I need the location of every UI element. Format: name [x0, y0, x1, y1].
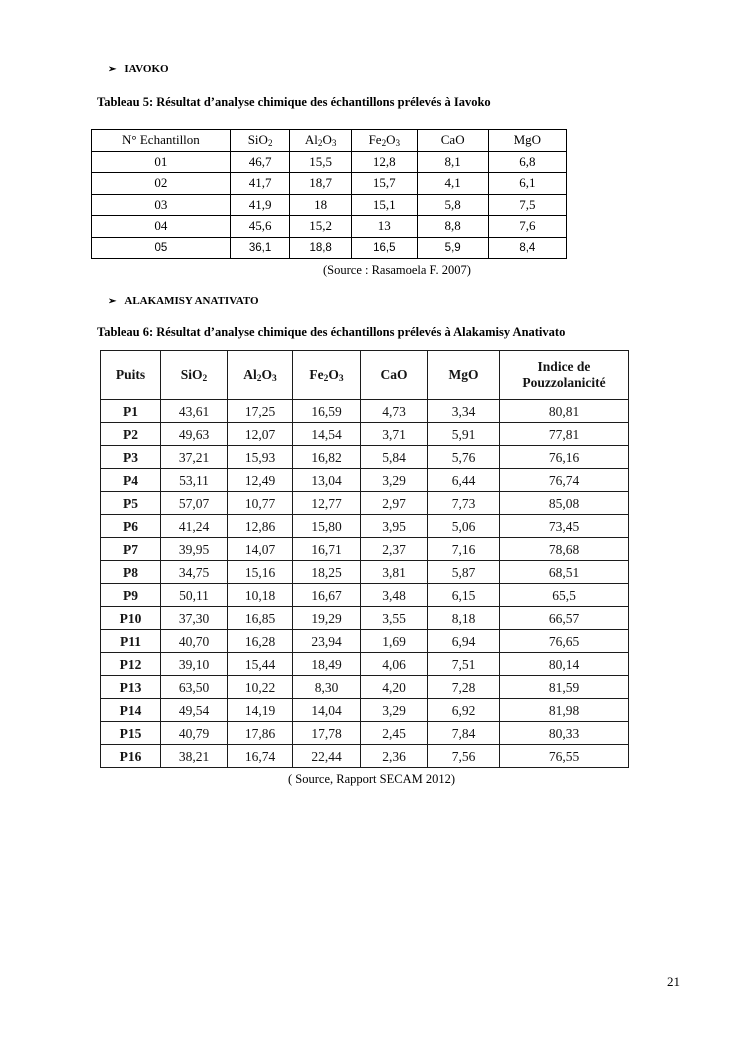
table5-header-row	[92, 130, 567, 152]
table-row	[101, 699, 629, 722]
table-cell: 6,44	[428, 469, 500, 492]
table-cell: 57,07	[161, 492, 228, 515]
table-cell: 41,7	[230, 173, 290, 195]
table-cell: 04	[92, 216, 231, 238]
table-cell: 7,84	[428, 722, 500, 745]
puits-cell: P2	[101, 423, 161, 446]
table-cell: 7,56	[428, 745, 500, 768]
table5-header-cell: $Fe_2O_3$	[351, 130, 417, 152]
table-cell: 4,06	[361, 653, 428, 676]
table-cell: 15,93	[228, 446, 293, 469]
table-cell: 3,81	[361, 561, 428, 584]
table-cell: 16,67	[293, 584, 361, 607]
table-cell: 10,77	[228, 492, 293, 515]
table-cell: 66,57	[500, 607, 629, 630]
table-cell: 23,94	[293, 630, 361, 653]
table-cell: 17,78	[293, 722, 361, 745]
table-cell: 14,04	[293, 699, 361, 722]
table-cell: 12,07	[228, 423, 293, 446]
table-cell: 17,86	[228, 722, 293, 745]
table-cell: 18,25	[293, 561, 361, 584]
puits-cell: P3	[101, 446, 161, 469]
section-heading-alakamisy	[108, 295, 259, 307]
table-cell: 16,85	[228, 607, 293, 630]
section-heading-text: ALAKAMISY ANATIVATO	[124, 295, 259, 307]
table6-header-cell: Indice de Pouzzolanicité	[500, 351, 629, 400]
table-cell: 15,80	[293, 515, 361, 538]
table-cell: 6,92	[428, 699, 500, 722]
table-row	[92, 237, 567, 259]
table5	[91, 129, 567, 259]
table6-header-cell: Puits	[101, 351, 161, 400]
table-cell: 45,6	[230, 216, 290, 238]
table-cell: 76,16	[500, 446, 629, 469]
table-cell: 02	[92, 173, 231, 195]
table-row	[101, 400, 629, 423]
table-cell: 15,1	[351, 194, 417, 216]
puits-cell: P13	[101, 676, 161, 699]
table-row	[101, 722, 629, 745]
table-cell: 8,18	[428, 607, 500, 630]
table-cell: 39,10	[161, 653, 228, 676]
table-cell: 5,91	[428, 423, 500, 446]
table-cell: 5,9	[417, 237, 488, 259]
page-number: 21	[667, 974, 680, 989]
table-cell: 43,61	[161, 400, 228, 423]
table-cell: 19,29	[293, 607, 361, 630]
table-cell: 8,1	[417, 151, 488, 173]
section-heading-iavoko	[108, 63, 169, 75]
table5-source: (Source : Rasamoela F. 2007)	[323, 263, 471, 277]
table-cell: 10,22	[228, 676, 293, 699]
table5-header-cell: CaO	[417, 130, 488, 152]
table-cell: 15,2	[290, 216, 352, 238]
puits-cell: P1	[101, 400, 161, 423]
table-cell: 1,69	[361, 630, 428, 653]
table-cell: 4,20	[361, 676, 428, 699]
table-cell: 17,25	[228, 400, 293, 423]
table5-header-cell: N° Echantillon	[92, 130, 231, 152]
table-cell: 53,11	[161, 469, 228, 492]
table-cell: 40,70	[161, 630, 228, 653]
table-cell: 18,8	[290, 237, 352, 259]
table-cell: 7,5	[488, 194, 566, 216]
table-row	[101, 469, 629, 492]
table-cell: 5,8	[417, 194, 488, 216]
table-cell: 12,8	[351, 151, 417, 173]
table-cell: 73,45	[500, 515, 629, 538]
table-cell: 46,7	[230, 151, 290, 173]
table-cell: 38,21	[161, 745, 228, 768]
table-cell: 01	[92, 151, 231, 173]
table-cell: 8,8	[417, 216, 488, 238]
table-row	[101, 561, 629, 584]
table-cell: 18	[290, 194, 352, 216]
table-cell: 14,19	[228, 699, 293, 722]
table-cell: 76,55	[500, 745, 629, 768]
table-row	[101, 423, 629, 446]
table-cell: 3,71	[361, 423, 428, 446]
table-cell: 7,28	[428, 676, 500, 699]
table-cell: 22,44	[293, 745, 361, 768]
table-cell: 13	[351, 216, 417, 238]
table-cell: 50,11	[161, 584, 228, 607]
table-row	[101, 607, 629, 630]
table-cell: 2,97	[361, 492, 428, 515]
table-cell: 16,71	[293, 538, 361, 561]
puits-cell: P12	[101, 653, 161, 676]
table6-header-cell: $Al_2O_3$	[228, 351, 293, 400]
table-cell: 3,95	[361, 515, 428, 538]
table-cell: 13,04	[293, 469, 361, 492]
table-cell: 3,29	[361, 699, 428, 722]
table-cell: 16,74	[228, 745, 293, 768]
puits-cell: P6	[101, 515, 161, 538]
table-cell: 80,14	[500, 653, 629, 676]
table-cell: 34,75	[161, 561, 228, 584]
table-cell: 65,5	[500, 584, 629, 607]
table-cell: 49,54	[161, 699, 228, 722]
table-cell: 7,73	[428, 492, 500, 515]
table-cell: 10,18	[228, 584, 293, 607]
table-cell: 6,94	[428, 630, 500, 653]
table-cell: 36,1	[230, 237, 290, 259]
puits-cell: P4	[101, 469, 161, 492]
table-cell: 12,86	[228, 515, 293, 538]
puits-cell: P14	[101, 699, 161, 722]
table-cell: 15,16	[228, 561, 293, 584]
table-cell: 49,63	[161, 423, 228, 446]
table-cell: 4,1	[417, 173, 488, 195]
table-cell: 15,5	[290, 151, 352, 173]
table-cell: 81,98	[500, 699, 629, 722]
puits-cell: P5	[101, 492, 161, 515]
table6-header-cell: CaO	[361, 351, 428, 400]
table-cell: 76,65	[500, 630, 629, 653]
puits-cell: P16	[101, 745, 161, 768]
table5-header-cell: MgO	[488, 130, 566, 152]
table-cell: 3,34	[428, 400, 500, 423]
table-cell: 5,76	[428, 446, 500, 469]
table-cell: 03	[92, 194, 231, 216]
puits-cell: P10	[101, 607, 161, 630]
table-cell: 4,73	[361, 400, 428, 423]
table-cell: 8,30	[293, 676, 361, 699]
bullet-arrow-icon: ➢	[108, 64, 117, 75]
table-cell: 3,55	[361, 607, 428, 630]
table-cell: 14,54	[293, 423, 361, 446]
table-row	[101, 745, 629, 768]
table-cell: 6,1	[488, 173, 566, 195]
bullet-arrow-icon: ➢	[108, 296, 117, 307]
table-cell: 5,06	[428, 515, 500, 538]
table-cell: 16,28	[228, 630, 293, 653]
table-cell: 2,45	[361, 722, 428, 745]
table-cell: 68,51	[500, 561, 629, 584]
table-cell: 5,84	[361, 446, 428, 469]
table-cell: 3,48	[361, 584, 428, 607]
puits-cell: P9	[101, 584, 161, 607]
table6-header-cell: MgO	[428, 351, 500, 400]
table-row	[101, 538, 629, 561]
table-cell: 81,59	[500, 676, 629, 699]
puits-cell: P7	[101, 538, 161, 561]
table-row	[101, 676, 629, 699]
table-row	[92, 194, 567, 216]
table-cell: 15,7	[351, 173, 417, 195]
table-cell: 3,29	[361, 469, 428, 492]
table-row	[101, 584, 629, 607]
table-cell: 2,36	[361, 745, 428, 768]
table-cell: 12,49	[228, 469, 293, 492]
table6-header-cell: SiO$_2$	[161, 351, 228, 400]
table6	[100, 350, 629, 768]
table-cell: 80,81	[500, 400, 629, 423]
table-row	[92, 216, 567, 238]
table6-body	[101, 400, 629, 768]
table-cell: 18,49	[293, 653, 361, 676]
table-cell: 8,4	[488, 237, 566, 259]
table-row	[101, 492, 629, 515]
table-cell: 41,24	[161, 515, 228, 538]
table-row	[101, 630, 629, 653]
table-cell: 37,30	[161, 607, 228, 630]
table-cell: 78,68	[500, 538, 629, 561]
puits-cell: P15	[101, 722, 161, 745]
table-cell: 85,08	[500, 492, 629, 515]
table6-header-row	[101, 351, 629, 400]
table-cell: 77,81	[500, 423, 629, 446]
table-cell: 05	[92, 237, 231, 259]
table-cell: 16,82	[293, 446, 361, 469]
table-cell: 6,8	[488, 151, 566, 173]
table6-header-cell: $Fe_2O_3$	[293, 351, 361, 400]
table-row	[92, 173, 567, 195]
table-cell: 5,87	[428, 561, 500, 584]
table-cell: 63,50	[161, 676, 228, 699]
table-cell: 40,79	[161, 722, 228, 745]
table-cell: 7,6	[488, 216, 566, 238]
table-cell: 7,51	[428, 653, 500, 676]
table-cell: 16,59	[293, 400, 361, 423]
table-cell: 76,74	[500, 469, 629, 492]
table-row	[101, 446, 629, 469]
table-cell: 6,15	[428, 584, 500, 607]
puits-cell: P8	[101, 561, 161, 584]
table6-caption: Tableau 6: Résultat d’analyse chimique des échantillons prélevés à Alakamisy Anativato	[97, 325, 566, 339]
table5-header-cell: SiO$_2$	[230, 130, 290, 152]
table-cell: 2,37	[361, 538, 428, 561]
table-row	[101, 515, 629, 538]
table-cell: 16,5	[351, 237, 417, 259]
table-cell: 80,33	[500, 722, 629, 745]
table-row	[101, 653, 629, 676]
puits-cell: P11	[101, 630, 161, 653]
table-cell: 18,7	[290, 173, 352, 195]
table-cell: 39,95	[161, 538, 228, 561]
table-cell: 37,21	[161, 446, 228, 469]
table5-caption: Tableau 5: Résultat d’analyse chimique des échantillons prélevés à Iavoko	[97, 95, 491, 109]
section-heading-text: IAVOKO	[124, 63, 169, 75]
table-cell: 41,9	[230, 194, 290, 216]
table-cell: 15,44	[228, 653, 293, 676]
table-cell: 14,07	[228, 538, 293, 561]
table-cell: 12,77	[293, 492, 361, 515]
table-row	[92, 151, 567, 173]
table6-source: ( Source, Rapport SECAM 2012)	[288, 772, 455, 786]
table-cell: 7,16	[428, 538, 500, 561]
table5-header-cell: $Al_2O_3$	[290, 130, 352, 152]
